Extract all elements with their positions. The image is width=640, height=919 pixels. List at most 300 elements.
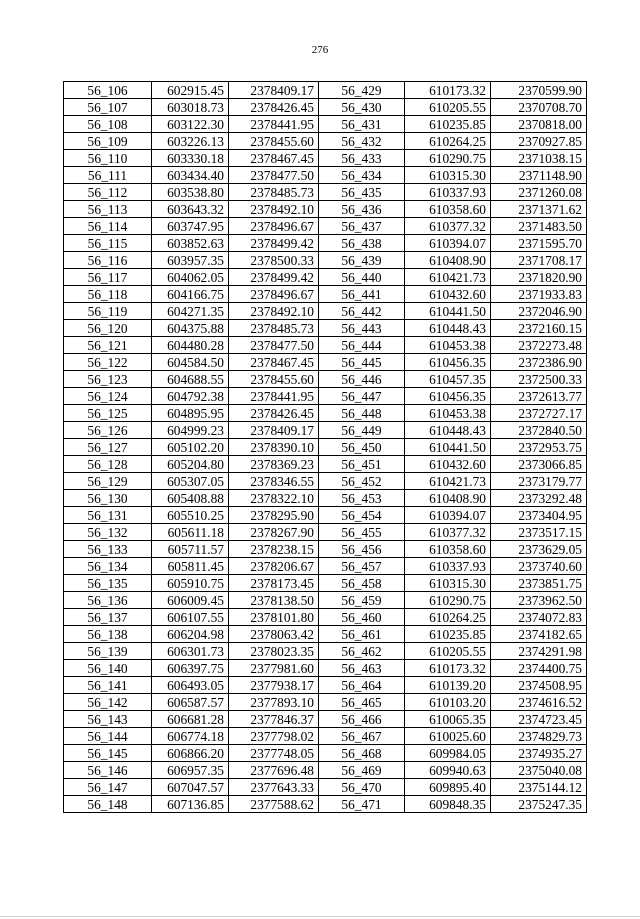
- cell-point-id-left: 56_122: [64, 354, 152, 371]
- cell-point-id-left: 56_136: [64, 592, 152, 609]
- cell-x-left: 604166.75: [152, 286, 229, 303]
- cell-y-left: 2378441.95: [229, 388, 319, 405]
- cell-y-left: 2377643.33: [229, 779, 319, 796]
- cell-point-id-right: 56_447: [319, 388, 405, 405]
- table-row: [64, 405, 587, 422]
- cell-y-left: 2378499.42: [229, 235, 319, 252]
- cell-point-id-left: 56_116: [64, 252, 152, 269]
- cell-y-right: 2373179.77: [491, 473, 587, 490]
- cell-x-right: 610337.93: [405, 184, 491, 201]
- cell-point-id-right: 56_435: [319, 184, 405, 201]
- cell-point-id-right: 56_450: [319, 439, 405, 456]
- cell-y-right: 2371595.70: [491, 235, 587, 252]
- cell-point-id-right: 56_440: [319, 269, 405, 286]
- cell-y-left: 2377846.37: [229, 711, 319, 728]
- table-row: [64, 303, 587, 320]
- cell-y-right: 2373292.48: [491, 490, 587, 507]
- coordinates-table: [63, 81, 587, 813]
- cell-y-left: 2378173.45: [229, 575, 319, 592]
- cell-x-right: 610235.85: [405, 116, 491, 133]
- cell-x-left: 607047.57: [152, 779, 229, 796]
- cell-point-id-left: 56_140: [64, 660, 152, 677]
- cell-y-left: 2378499.42: [229, 269, 319, 286]
- cell-y-right: 2374829.73: [491, 728, 587, 745]
- cell-y-right: 2374400.75: [491, 660, 587, 677]
- cell-x-right: 610453.38: [405, 405, 491, 422]
- page-bottom-rule: [0, 916, 640, 917]
- cell-y-right: 2372840.50: [491, 422, 587, 439]
- cell-x-left: 606301.73: [152, 643, 229, 660]
- cell-point-id-right: 56_461: [319, 626, 405, 643]
- cell-x-left: 604584.50: [152, 354, 229, 371]
- coordinates-table-body: [64, 82, 587, 813]
- cell-y-right: 2370818.00: [491, 116, 587, 133]
- cell-y-left: 2378467.45: [229, 354, 319, 371]
- cell-point-id-right: 56_431: [319, 116, 405, 133]
- table-row: [64, 133, 587, 150]
- cell-y-left: 2377588.62: [229, 796, 319, 813]
- cell-x-left: 606397.75: [152, 660, 229, 677]
- cell-x-left: 606866.20: [152, 745, 229, 762]
- cell-x-left: 606681.28: [152, 711, 229, 728]
- cell-y-left: 2378238.15: [229, 541, 319, 558]
- table-row: [64, 524, 587, 541]
- cell-y-left: 2378101.80: [229, 609, 319, 626]
- cell-y-left: 2378477.50: [229, 337, 319, 354]
- cell-point-id-right: 56_469: [319, 762, 405, 779]
- cell-point-id-right: 56_448: [319, 405, 405, 422]
- cell-x-left: 603018.73: [152, 99, 229, 116]
- cell-point-id-left: 56_115: [64, 235, 152, 252]
- cell-y-left: 2377696.48: [229, 762, 319, 779]
- cell-point-id-left: 56_109: [64, 133, 152, 150]
- cell-point-id-right: 56_434: [319, 167, 405, 184]
- cell-y-right: 2374935.27: [491, 745, 587, 762]
- cell-point-id-left: 56_148: [64, 796, 152, 813]
- cell-y-left: 2378063.42: [229, 626, 319, 643]
- cell-x-left: 603538.80: [152, 184, 229, 201]
- cell-y-right: 2373404.95: [491, 507, 587, 524]
- cell-x-right: 610448.43: [405, 320, 491, 337]
- table-row: [64, 218, 587, 235]
- table-row: [64, 677, 587, 694]
- cell-x-right: 610441.50: [405, 303, 491, 320]
- cell-x-left: 604062.05: [152, 269, 229, 286]
- cell-x-right: 609984.05: [405, 745, 491, 762]
- cell-point-id-left: 56_142: [64, 694, 152, 711]
- cell-x-right: 610421.73: [405, 473, 491, 490]
- cell-y-left: 2378492.10: [229, 303, 319, 320]
- cell-point-id-right: 56_460: [319, 609, 405, 626]
- cell-y-left: 2378426.45: [229, 405, 319, 422]
- cell-x-right: 610453.38: [405, 337, 491, 354]
- cell-point-id-left: 56_124: [64, 388, 152, 405]
- table-row: [64, 354, 587, 371]
- cell-y-right: 2372727.17: [491, 405, 587, 422]
- cell-y-right: 2371820.90: [491, 269, 587, 286]
- table-row: [64, 201, 587, 218]
- cell-point-id-left: 56_137: [64, 609, 152, 626]
- cell-point-id-right: 56_442: [319, 303, 405, 320]
- cell-point-id-right: 56_445: [319, 354, 405, 371]
- cell-x-right: 610441.50: [405, 439, 491, 456]
- cell-y-right: 2373851.75: [491, 575, 587, 592]
- table-row: [64, 320, 587, 337]
- cell-x-left: 602915.45: [152, 82, 229, 99]
- cell-point-id-left: 56_141: [64, 677, 152, 694]
- table-row: [64, 745, 587, 762]
- cell-point-id-right: 56_439: [319, 252, 405, 269]
- cell-x-right: 610432.60: [405, 286, 491, 303]
- cell-y-left: 2378441.95: [229, 116, 319, 133]
- table-row: [64, 167, 587, 184]
- cell-x-left: 605408.88: [152, 490, 229, 507]
- cell-point-id-right: 56_453: [319, 490, 405, 507]
- cell-x-right: 610173.32: [405, 660, 491, 677]
- cell-point-id-left: 56_135: [64, 575, 152, 592]
- cell-point-id-right: 56_451: [319, 456, 405, 473]
- cell-y-left: 2378390.10: [229, 439, 319, 456]
- cell-y-right: 2371371.62: [491, 201, 587, 218]
- cell-point-id-right: 56_441: [319, 286, 405, 303]
- cell-x-right: 610408.90: [405, 490, 491, 507]
- cell-y-right: 2371483.50: [491, 218, 587, 235]
- cell-point-id-right: 56_452: [319, 473, 405, 490]
- cell-x-right: 609940.63: [405, 762, 491, 779]
- cell-point-id-right: 56_433: [319, 150, 405, 167]
- cell-point-id-left: 56_120: [64, 320, 152, 337]
- cell-y-right: 2372386.90: [491, 354, 587, 371]
- table-row: [64, 626, 587, 643]
- cell-y-left: 2378500.33: [229, 252, 319, 269]
- cell-x-right: 610421.73: [405, 269, 491, 286]
- cell-x-left: 604480.28: [152, 337, 229, 354]
- cell-point-id-right: 56_436: [319, 201, 405, 218]
- table-row: [64, 150, 587, 167]
- cell-y-right: 2374291.98: [491, 643, 587, 660]
- cell-point-id-right: 56_446: [319, 371, 405, 388]
- cell-y-left: 2378206.67: [229, 558, 319, 575]
- cell-y-left: 2378455.60: [229, 133, 319, 150]
- cell-point-id-left: 56_123: [64, 371, 152, 388]
- table-row: [64, 779, 587, 796]
- cell-y-left: 2378138.50: [229, 592, 319, 609]
- table-row: [64, 592, 587, 609]
- table-row: [64, 711, 587, 728]
- cell-point-id-right: 56_443: [319, 320, 405, 337]
- table-row: [64, 507, 587, 524]
- cell-point-id-right: 56_463: [319, 660, 405, 677]
- cell-x-left: 605102.20: [152, 439, 229, 456]
- cell-point-id-right: 56_430: [319, 99, 405, 116]
- table-row: [64, 252, 587, 269]
- cell-x-right: 610290.75: [405, 150, 491, 167]
- cell-y-right: 2372953.75: [491, 439, 587, 456]
- cell-point-id-left: 56_131: [64, 507, 152, 524]
- cell-x-right: 610264.25: [405, 609, 491, 626]
- cell-x-left: 606957.35: [152, 762, 229, 779]
- cell-y-left: 2378455.60: [229, 371, 319, 388]
- cell-point-id-left: 56_111: [64, 167, 152, 184]
- cell-x-left: 606493.05: [152, 677, 229, 694]
- cell-point-id-left: 56_127: [64, 439, 152, 456]
- cell-x-left: 605910.75: [152, 575, 229, 592]
- cell-point-id-right: 56_455: [319, 524, 405, 541]
- table-row: [64, 473, 587, 490]
- table-row: [64, 728, 587, 745]
- cell-x-right: 610456.35: [405, 354, 491, 371]
- cell-y-right: 2375247.35: [491, 796, 587, 813]
- table-row: [64, 184, 587, 201]
- cell-y-left: 2378496.67: [229, 286, 319, 303]
- cell-x-left: 604271.35: [152, 303, 229, 320]
- cell-x-right: 610205.55: [405, 643, 491, 660]
- cell-point-id-left: 56_110: [64, 150, 152, 167]
- cell-y-left: 2378496.67: [229, 218, 319, 235]
- cell-x-left: 605811.45: [152, 558, 229, 575]
- table-row: [64, 82, 587, 99]
- cell-point-id-left: 56_117: [64, 269, 152, 286]
- cell-point-id-left: 56_107: [64, 99, 152, 116]
- cell-x-right: 609895.40: [405, 779, 491, 796]
- cell-y-right: 2373740.60: [491, 558, 587, 575]
- cell-point-id-right: 56_456: [319, 541, 405, 558]
- cell-x-left: 603643.32: [152, 201, 229, 218]
- cell-y-right: 2371148.90: [491, 167, 587, 184]
- cell-y-left: 2378492.10: [229, 201, 319, 218]
- cell-y-left: 2377938.17: [229, 677, 319, 694]
- cell-x-right: 610432.60: [405, 456, 491, 473]
- cell-point-id-right: 56_459: [319, 592, 405, 609]
- cell-x-right: 610377.32: [405, 218, 491, 235]
- cell-point-id-left: 56_114: [64, 218, 152, 235]
- cell-y-left: 2378467.45: [229, 150, 319, 167]
- cell-point-id-right: 56_432: [319, 133, 405, 150]
- cell-x-left: 605611.18: [152, 524, 229, 541]
- table-row: [64, 337, 587, 354]
- cell-x-right: 610065.35: [405, 711, 491, 728]
- cell-x-left: 606009.45: [152, 592, 229, 609]
- table-row: [64, 609, 587, 626]
- cell-x-left: 603330.18: [152, 150, 229, 167]
- cell-x-right: 610315.30: [405, 575, 491, 592]
- cell-x-left: 606774.18: [152, 728, 229, 745]
- cell-x-right: 610337.93: [405, 558, 491, 575]
- cell-y-left: 2378426.45: [229, 99, 319, 116]
- cell-y-right: 2371260.08: [491, 184, 587, 201]
- cell-x-right: 610264.25: [405, 133, 491, 150]
- cell-point-id-left: 56_138: [64, 626, 152, 643]
- cell-point-id-right: 56_462: [319, 643, 405, 660]
- cell-x-left: 604688.55: [152, 371, 229, 388]
- cell-x-right: 610377.32: [405, 524, 491, 541]
- cell-point-id-left: 56_134: [64, 558, 152, 575]
- table-row: [64, 575, 587, 592]
- cell-x-right: 609848.35: [405, 796, 491, 813]
- table-row: [64, 796, 587, 813]
- table-row: [64, 116, 587, 133]
- cell-x-right: 610315.30: [405, 167, 491, 184]
- cell-y-left: 2377893.10: [229, 694, 319, 711]
- cell-point-id-left: 56_146: [64, 762, 152, 779]
- cell-point-id-left: 56_121: [64, 337, 152, 354]
- cell-point-id-right: 56_458: [319, 575, 405, 592]
- cell-x-right: 610205.55: [405, 99, 491, 116]
- cell-x-left: 604895.95: [152, 405, 229, 422]
- table-row: [64, 541, 587, 558]
- table-row: [64, 286, 587, 303]
- cell-x-right: 610394.07: [405, 507, 491, 524]
- cell-point-id-left: 56_129: [64, 473, 152, 490]
- cell-y-right: 2373066.85: [491, 456, 587, 473]
- cell-point-id-right: 56_449: [319, 422, 405, 439]
- cell-x-left: 605204.80: [152, 456, 229, 473]
- cell-point-id-left: 56_144: [64, 728, 152, 745]
- cell-y-right: 2372273.48: [491, 337, 587, 354]
- table-row: [64, 694, 587, 711]
- table-row: [64, 422, 587, 439]
- cell-y-left: 2378485.73: [229, 320, 319, 337]
- table-row: [64, 456, 587, 473]
- cell-x-left: 603122.30: [152, 116, 229, 133]
- cell-x-left: 605510.25: [152, 507, 229, 524]
- cell-x-left: 604999.23: [152, 422, 229, 439]
- cell-point-id-right: 56_464: [319, 677, 405, 694]
- cell-point-id-right: 56_457: [319, 558, 405, 575]
- cell-x-left: 606587.57: [152, 694, 229, 711]
- cell-point-id-right: 56_437: [319, 218, 405, 235]
- cell-y-right: 2372500.33: [491, 371, 587, 388]
- cell-point-id-left: 56_125: [64, 405, 152, 422]
- cell-x-left: 606107.55: [152, 609, 229, 626]
- cell-y-right: 2375144.12: [491, 779, 587, 796]
- table-row: [64, 762, 587, 779]
- cell-x-right: 610448.43: [405, 422, 491, 439]
- table-row: [64, 99, 587, 116]
- cell-x-right: 610139.20: [405, 677, 491, 694]
- cell-y-left: 2378295.90: [229, 507, 319, 524]
- cell-x-left: 605307.05: [152, 473, 229, 490]
- cell-point-id-right: 56_471: [319, 796, 405, 813]
- cell-x-left: 604792.38: [152, 388, 229, 405]
- cell-y-right: 2371933.83: [491, 286, 587, 303]
- table-row: [64, 235, 587, 252]
- cell-x-left: 603226.13: [152, 133, 229, 150]
- cell-y-left: 2378346.55: [229, 473, 319, 490]
- cell-y-right: 2373517.15: [491, 524, 587, 541]
- cell-point-id-right: 56_466: [319, 711, 405, 728]
- cell-point-id-right: 56_454: [319, 507, 405, 524]
- cell-y-right: 2372160.15: [491, 320, 587, 337]
- table-row: [64, 643, 587, 660]
- cell-point-id-left: 56_128: [64, 456, 152, 473]
- cell-y-right: 2371038.15: [491, 150, 587, 167]
- cell-point-id-left: 56_126: [64, 422, 152, 439]
- cell-y-left: 2378477.50: [229, 167, 319, 184]
- cell-x-left: 603434.40: [152, 167, 229, 184]
- cell-x-right: 610290.75: [405, 592, 491, 609]
- cell-y-right: 2374182.65: [491, 626, 587, 643]
- cell-x-right: 610358.60: [405, 541, 491, 558]
- table-row: [64, 371, 587, 388]
- cell-y-left: 2378409.17: [229, 82, 319, 99]
- cell-y-left: 2377981.60: [229, 660, 319, 677]
- cell-point-id-left: 56_133: [64, 541, 152, 558]
- cell-x-left: 604375.88: [152, 320, 229, 337]
- cell-point-id-right: 56_429: [319, 82, 405, 99]
- cell-x-right: 610358.60: [405, 201, 491, 218]
- cell-y-right: 2374723.45: [491, 711, 587, 728]
- cell-x-left: 607136.85: [152, 796, 229, 813]
- cell-point-id-left: 56_112: [64, 184, 152, 201]
- cell-point-id-right: 56_444: [319, 337, 405, 354]
- cell-y-right: 2372613.77: [491, 388, 587, 405]
- table-row: [64, 439, 587, 456]
- cell-point-id-left: 56_119: [64, 303, 152, 320]
- cell-point-id-left: 56_132: [64, 524, 152, 541]
- cell-y-right: 2374508.95: [491, 677, 587, 694]
- cell-y-right: 2370927.85: [491, 133, 587, 150]
- cell-point-id-left: 56_113: [64, 201, 152, 218]
- cell-y-right: 2373629.05: [491, 541, 587, 558]
- cell-y-left: 2378267.90: [229, 524, 319, 541]
- cell-point-id-left: 56_108: [64, 116, 152, 133]
- cell-y-right: 2370599.90: [491, 82, 587, 99]
- cell-point-id-left: 56_130: [64, 490, 152, 507]
- cell-point-id-right: 56_470: [319, 779, 405, 796]
- cell-x-right: 610025.60: [405, 728, 491, 745]
- cell-point-id-left: 56_139: [64, 643, 152, 660]
- cell-y-right: 2374616.52: [491, 694, 587, 711]
- cell-point-id-left: 56_145: [64, 745, 152, 762]
- cell-y-left: 2378322.10: [229, 490, 319, 507]
- cell-x-left: 603747.95: [152, 218, 229, 235]
- cell-y-right: 2371708.17: [491, 252, 587, 269]
- cell-point-id-right: 56_468: [319, 745, 405, 762]
- cell-x-left: 603957.35: [152, 252, 229, 269]
- cell-y-left: 2377748.05: [229, 745, 319, 762]
- cell-x-right: 610235.85: [405, 626, 491, 643]
- cell-x-right: 610103.20: [405, 694, 491, 711]
- cell-y-right: 2372046.90: [491, 303, 587, 320]
- page-number: 276: [311, 44, 329, 56]
- cell-y-left: 2378023.35: [229, 643, 319, 660]
- cell-x-left: 606204.98: [152, 626, 229, 643]
- table-row: [64, 388, 587, 405]
- cell-point-id-right: 56_467: [319, 728, 405, 745]
- cell-y-left: 2378409.17: [229, 422, 319, 439]
- cell-y-right: 2374072.83: [491, 609, 587, 626]
- cell-x-right: 610394.07: [405, 235, 491, 252]
- cell-x-right: 610173.32: [405, 82, 491, 99]
- cell-x-left: 603852.63: [152, 235, 229, 252]
- cell-y-left: 2377798.02: [229, 728, 319, 745]
- cell-y-right: 2370708.70: [491, 99, 587, 116]
- cell-point-id-left: 56_106: [64, 82, 152, 99]
- cell-point-id-right: 56_438: [319, 235, 405, 252]
- table-row: [64, 490, 587, 507]
- cell-point-id-left: 56_147: [64, 779, 152, 796]
- cell-y-right: 2373962.50: [491, 592, 587, 609]
- cell-y-left: 2378485.73: [229, 184, 319, 201]
- cell-x-left: 605711.57: [152, 541, 229, 558]
- cell-x-right: 610408.90: [405, 252, 491, 269]
- cell-x-right: 610456.35: [405, 388, 491, 405]
- table-row: [64, 558, 587, 575]
- table-row: [64, 660, 587, 677]
- cell-point-id-left: 56_118: [64, 286, 152, 303]
- cell-point-id-left: 56_143: [64, 711, 152, 728]
